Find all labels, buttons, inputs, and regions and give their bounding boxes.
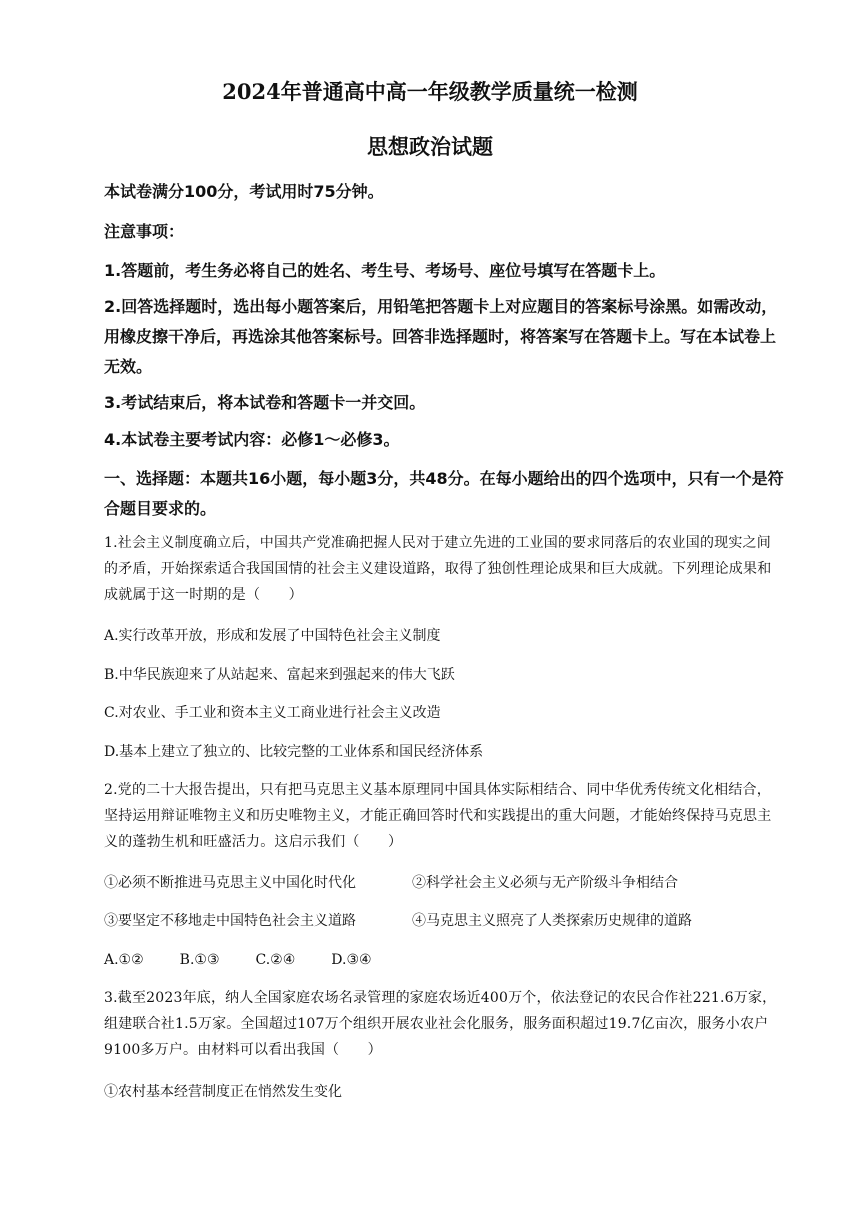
statement-4: ④马克思主义照亮了人类探索历史规律的道路: [412, 913, 692, 929]
question-stem: 3.截至2023年底，纳人全国家庭农场名录管理的家庭农场近400万个，依法登记的农民合作社221.6万家，组建联合社1.5万家。全国超过107万个组织开展农业社会化服务，服务面积超过19.7亿亩次，服务小农户9100多万户。由材料可以看出我国（ ）: [104, 990, 777, 1058]
exam-title: 2024年普通高中高一年级教学质量统一检测: [222, 79, 638, 104]
statement-1: ①农村基本经营制度正在悄然发生变化: [104, 1084, 342, 1100]
score-time-note: 本试卷满分100分，考试用时75分钟。: [104, 182, 384, 201]
exam-subject: 思想政治试题: [367, 134, 493, 159]
option-row: [104, 950, 408, 970]
notice-item: 2.回答选择题时，选出每小题答案后，用铅笔把答题卡上对应题目的答案标号涂黑。如需改动，用橡皮擦干净后，再选涂其他答案标号。回答非选择题时，将答案写在答题卡上。写在本试卷上无效。: [104, 297, 778, 376]
statement-1: ①必须不断推进马克思主义中国化时代化: [104, 875, 356, 891]
statement-3: ③要坚定不移地走中国特色社会主义道路: [104, 913, 356, 929]
option-d: D.③④: [331, 952, 372, 968]
option-c: C.②④: [255, 952, 296, 968]
option-b: B.中华民族迎来了从站起来、富起来到强起来的伟大飞跃: [104, 667, 455, 683]
section-heading: 一、选择题：本题共16小题，每小题3分，共48分。在每小题给出的四个选项中，只有一个是符合题目要求的。: [104, 469, 784, 518]
notice-item: 4.本试卷主要考试内容：必修1～必修3。: [104, 430, 400, 449]
option-b: B.①③: [179, 952, 220, 968]
statement-2: ②科学社会主义必须与无产阶级斗争相结合: [412, 875, 678, 891]
option-a: A.实行改革开放，形成和发展了中国特色社会主义制度: [104, 628, 441, 644]
question-stem: 1.社会主义制度确立后，中国共产党准确把握人民对于建立先进的工业国的要求同落后的农业国的现实之间的矛盾，开始探索适合我国国情的社会主义建设道路，取得了独创性理论成果和巨大成就。下列理论成果和成就属于这一时期的是（ ）: [104, 535, 772, 603]
option-c: C.对农业、手工业和资本主义工商业进行社会主义改造: [104, 705, 441, 721]
notice-heading: 注意事项：: [104, 222, 185, 241]
option-d: D.基本上建立了独立的、比较完整的工业体系和国民经济体系: [104, 744, 484, 760]
notice-item: 1.答题前，考生务必将自己的姓名、考生号、考场号、座位号填写在答题卡上。: [104, 261, 666, 280]
notice-item: 3.考试结束后，将本试卷和答题卡一并交回。: [104, 393, 426, 412]
option-a: A.①②: [104, 952, 144, 968]
question-stem: 2.党的二十大报告提出，只有把马克思主义基本原理同中国具体实际相结合、同中华优秀传统文化相结合，坚持运用辩证唯物主义和历史唯物主义，才能正确回答时代和实践提出的重大问题，才能始终保持马克思主义的蓬勃生机和旺盛活力。这启示我们（ ）: [104, 782, 772, 850]
